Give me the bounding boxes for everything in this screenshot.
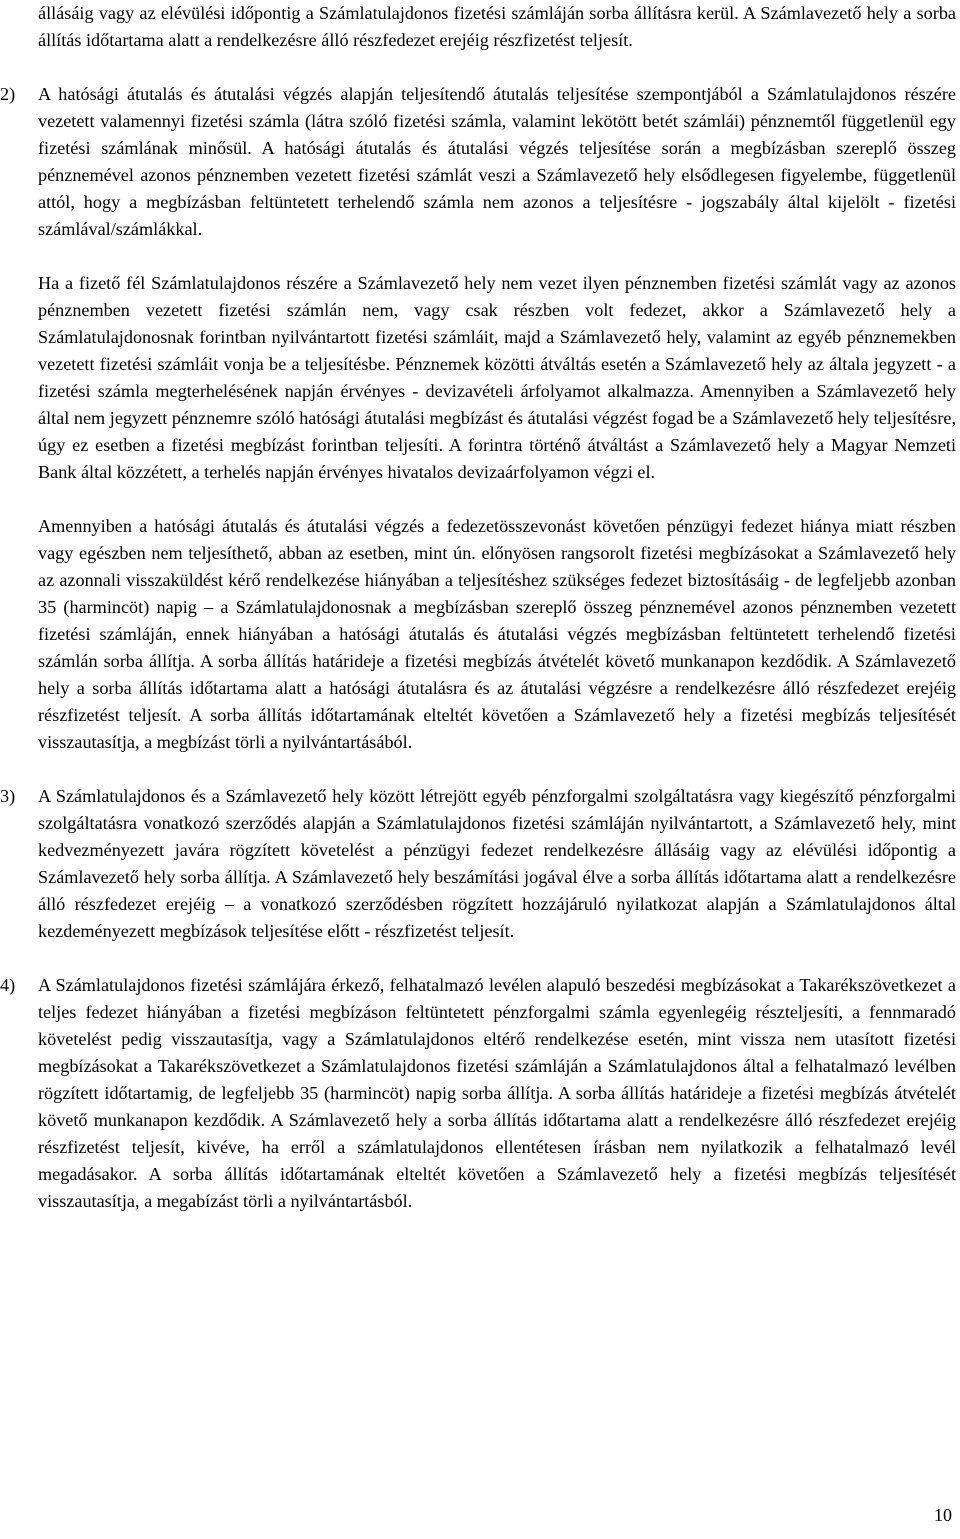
page-number: 10 xyxy=(934,1505,952,1525)
list-item-4 xyxy=(0,972,956,1215)
list-item-2 xyxy=(0,81,956,756)
list-number-4: 4) xyxy=(0,975,16,995)
item2-paragraph-1: A hatósági átutalás és átutalási végzés alapján teljesítendő átutalás teljesítése szempontjából a Számlatulajdonos részére vezetett valamennyi fizetési számla (látra szóló fizetési számla, valamint lekötött betét számlái) pénznemtől függetlenül egy fizetési számlának minősül. A hatósági átutalás és átutalási végzés teljesítése során a megbízásban szereplő összeg pénznemével azonos pénznemben vezetett fizetési számlát veszi a Számlavezető hely elsődlegesen figyelembe, függetlenül attól, hogy a megbízásban feltüntetett terhelendő számla nem azonos a teljesítésre - jogszabály által kijelölt - fizetési számlával/számlákkal. xyxy=(38,84,956,239)
item3-paragraph: A Számlatulajdonos és a Számlavezető hely között létrejött egyéb pénzforgalmi szolgáltatásra vagy kiegészítő pénzforgalmi szolgáltatásra vonatkozó szerződés alapján a Számlatulajdonos fizetési számláján nyilvántartott, a Számlavezető hely, mint kedvezményezett javára rögzített követelést a pénzügyi fedezet rendelkezésre állásáig vagy az elévülési időpontig a Számlavezető hely sorba állítja. A Számlavezető hely beszámítási jogával élve a sorba állítás időtartama alatt a rendelkezésre álló részfedezet erejéig – a vonatkozó szerződésben rögzített hozzájáruló nyilatkozat alapján a Számlatulajdonos által kezdeményezett megbízások teljesítése előtt - részfizetést teljesít. xyxy=(38,786,956,941)
list-number-2: 2) xyxy=(0,84,16,104)
item2-paragraph-3: Amennyiben a hatósági átutalás és átutalási végzés a fedezetösszevonást követően pénzügyi fedezet hiánya miatt részben vagy egészben nem teljesíthető, abban az esetben, mint ún. előnyösen rangsorolt fizetési megbízásokat a Számlavezető hely az azonnali visszaküldést kérő rendelkezése hiányában a teljesítéshez szükséges fedezet biztosításáig - de legfeljebb azonban 35 (harmincöt) napig – a Számlatulajdonosnak a megbízásban szereplő összeg pénznemével azonos pénznemben vezetett fizetési számláján, ennek hiányában a hatósági átutalás és átutalási végzés megbízásban feltüntetett terhelendő fizetési számlán sorba állítja. A sorba állítás határideje a fizetési megbízás átvételét követő munkanapon kezdődik. A Számlavezető hely a sorba állítás időtartama alatt a hatósági átutalásra és az átutalási végzésre a rendelkezésre álló részfedezet erejéig részfizetést teljesít. A sorba állítás időtartamának elteltét követően a Számlavezető hely a fizetési megbízás teljesítését visszautasítja, a megbízást törli a nyilvántartásából. xyxy=(38,516,956,752)
item4-paragraph: A Számlatulajdonos fizetési számlájára érkező, felhatalmazó levélen alapuló beszedési megbízásokat a Takarékszövetkezet a teljes fedezet hiányában a fizetési megbízáson feltüntetett pénzforgalmi számla egyenlegéig részteljesíti, a fennmaradó követelést pedig visszautasítja, vagy a Számlatulajdonos eltérő rendelkezése esetén, mint vissza nem utasított fizetési megbízásokat a Takarékszövetkezet a Számlatulajdonos fizetési számláján a Számlatulajdonos által a felhatalmazó levélben rögzített időtartamig, de legfeljebb 35 (harmincöt) napig sorba állítja. A sorba állítás határideje a fizetési megbízás átvételét követő munkanapon kezdődik. A Számlavezető hely a sorba állítás időtartama alatt a rendelkezésre álló részfedezet erejéig részfizetést teljesít, kivéve, ha erről a számlatulajdonos ellentétesen írásban nem nyilatkozik a felhatalmazó levél megadásakor. A sorba állítás időtartamának elteltét követően a Számlavezető hely a fizetési megbízás teljesítését visszautasítja, a megabízást törli a nyilvántartásból. xyxy=(38,975,956,1211)
continuation-paragraph: állásáig vagy az elévülési időpontig a Számlatulajdonos fizetési számláján sorba állításra kerül. A Számlavezető hely a sorba állítás időtartama alatt a rendelkezésre álló részfedezet erejéig részfizetést teljesít. xyxy=(38,3,956,50)
list-item-3 xyxy=(0,783,956,945)
list-number-3: 3) xyxy=(0,786,16,806)
item2-paragraph-2: Ha a fizető fél Számlatulajdonos részére a Számlavezető hely nem vezet ilyen pénznemben fizetési számlát vagy az azonos pénznemben vezetett fizetési számlán nem, vagy csak részben volt fedezet, akkor a Számlavezető hely a Számlatulajdonosnak forintban nyilvántartott fizetési számláit, majd a Számlavezető hely, valamint az egyéb pénznemekben vezetett fizetési számláit vonja be a teljesítésbe. Pénznemek közötti átváltás esetén a Számlavezető hely az általa jegyzett - a fizetési számla megterhelésének napján érvényes - devizavételi árfolyamot alkalmazza. Amennyiben a Számlavezető hely által nem jegyzett pénznemre szóló hatósági átutalási megbízást és átutalási végzést fogad be a Számlavezető hely teljesítésre, úgy ez esetben a fizetési megbízást forintban teljesíti. A forintra történő átváltást a Számlavezető hely a Magyar Nemzeti Bank által közzétett, a terhelés napján érvényes hivatalos devizaárfolyamon végzi el. xyxy=(38,273,956,482)
